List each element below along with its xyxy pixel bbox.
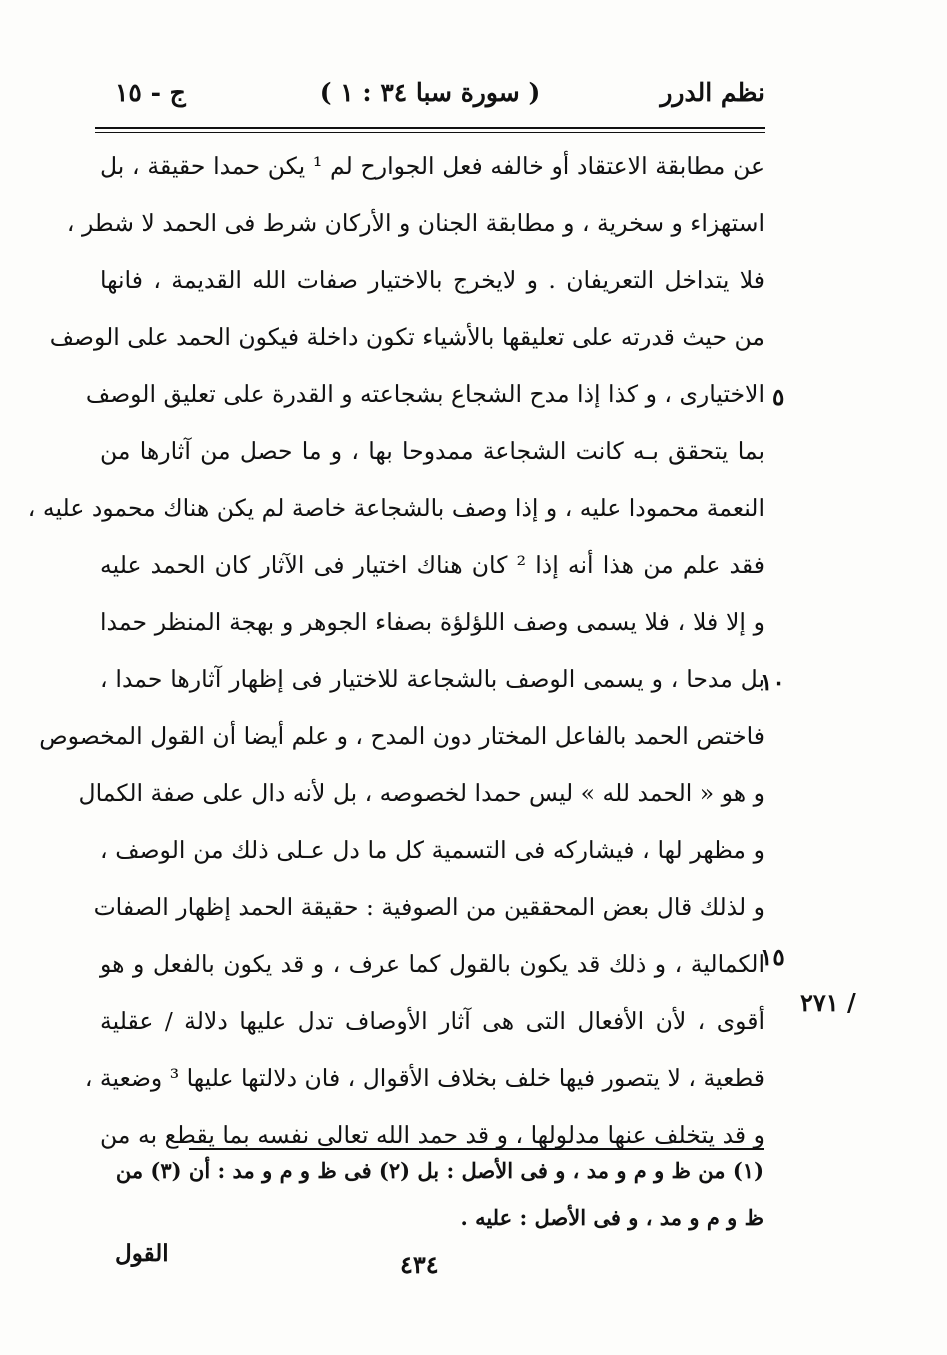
text-line: من حيث قدرته على تعليقها بالأشياء تكون داخلة فيكون الحمد على الوصف <box>49 323 765 351</box>
text-line: النعمة محمودا عليه ، و إذا وصف بالشجاعة خاصة لم يكن هناك محمود عليه ، <box>27 494 765 522</box>
text-line: و مظهر لها ، فيشاركه فى التسمية كل ما دل عـلى ذلك من الوصف ، <box>100 836 765 864</box>
text-line: و لذلك قال بعض المحققين من الصوفية : حقيقة الحمد إظهار الصفات <box>93 893 765 921</box>
text-line: فقد علم من هذا أنه إذا ² كان هناك اختيار فى الآثار كان الحمد عليه <box>100 551 765 579</box>
catchword: القول <box>115 1240 169 1267</box>
volume-number: ج - ١٥ <box>115 78 186 107</box>
book-title: نظم الدرر <box>660 78 765 107</box>
text-line: و قد يتخلف عنها مدلولها ، و قد حمد الله تعالى نفسه بما يقطع به من <box>100 1121 765 1149</box>
text-line: بل مدحا ، و يسمى الوصف بالشجاعة للاختيار فى إظهار آثارها حمدا ، <box>100 665 765 693</box>
line-number-5: ٥ <box>772 384 785 411</box>
text-line: الكمالية ، و ذلك قد يكون بالقول كما عرف ، و قد يكون بالفعل و هو <box>100 950 765 978</box>
header-rule <box>95 127 765 133</box>
text-line: قطعية ، لا يتصور فيها خلف بخلاف الأقوال ، فان دلالتها عليها ³ وضعية ، <box>84 1064 765 1092</box>
footnote-rule <box>189 1148 764 1150</box>
text-line: الاختيارى ، و كذا إذا مدح الشجاع بشجاعته و القدرة على تعليق الوصف <box>85 380 765 408</box>
text-line: عن مطابقة الاعتقاد أو خالفه فعل الجوارح لم ¹ يكن حمدا حقيقة ، بل <box>100 152 765 180</box>
page-number: ٤٣٤ <box>400 1250 439 1279</box>
text-line: فاختص الحمد بالفاعل المختار دون المدح ، و علم أيضا أن القول المخصوص <box>39 722 765 750</box>
surah-reference: ( سورة سبا ٣٤ : ١ ) <box>319 78 541 107</box>
line-number-10: ١٠ <box>760 669 785 696</box>
text-line: بما يتحقق بـه كانت الشجاعة ممدوحا بها ، و ما حصل من آثارها من <box>100 437 765 465</box>
text-line: أقوى ، لأن الأفعال التى هى آثار الأوصاف تدل عليها دلالة / عقلية <box>100 1007 765 1035</box>
footnote-line: (١) من ظ و م و مد ، و فى الأصل : بل (٢) فى ظ و م و مد : أن (٣) من <box>115 1158 764 1183</box>
manuscript-folio-reference: / ٢٧١ <box>800 988 856 1017</box>
text-line: و إلا فلا ، فلا يسمى وصف اللؤلؤة بصفاء الجوهر و بهجة المنظر حمدا <box>100 608 765 636</box>
text-line: و هو « الحمد لله » ليس حمدا لخصوصه ، بل لأنه دال على صفة الكمال <box>78 779 765 807</box>
text-line: استهزاء و سخرية ، و مطابقة الجنان و الأركان شرط فى الحمد لا شطر ، <box>66 209 765 237</box>
footnote-line: ظ و م و مد ، و فى الأصل : عليه . <box>460 1205 764 1230</box>
text-line: فلا يتداخل التعريفان . و لايخرج بالاختيار صفات الله القديمة ، فانها <box>100 266 765 294</box>
line-number-15: ١٥ <box>760 944 785 971</box>
page-header <box>95 78 765 118</box>
